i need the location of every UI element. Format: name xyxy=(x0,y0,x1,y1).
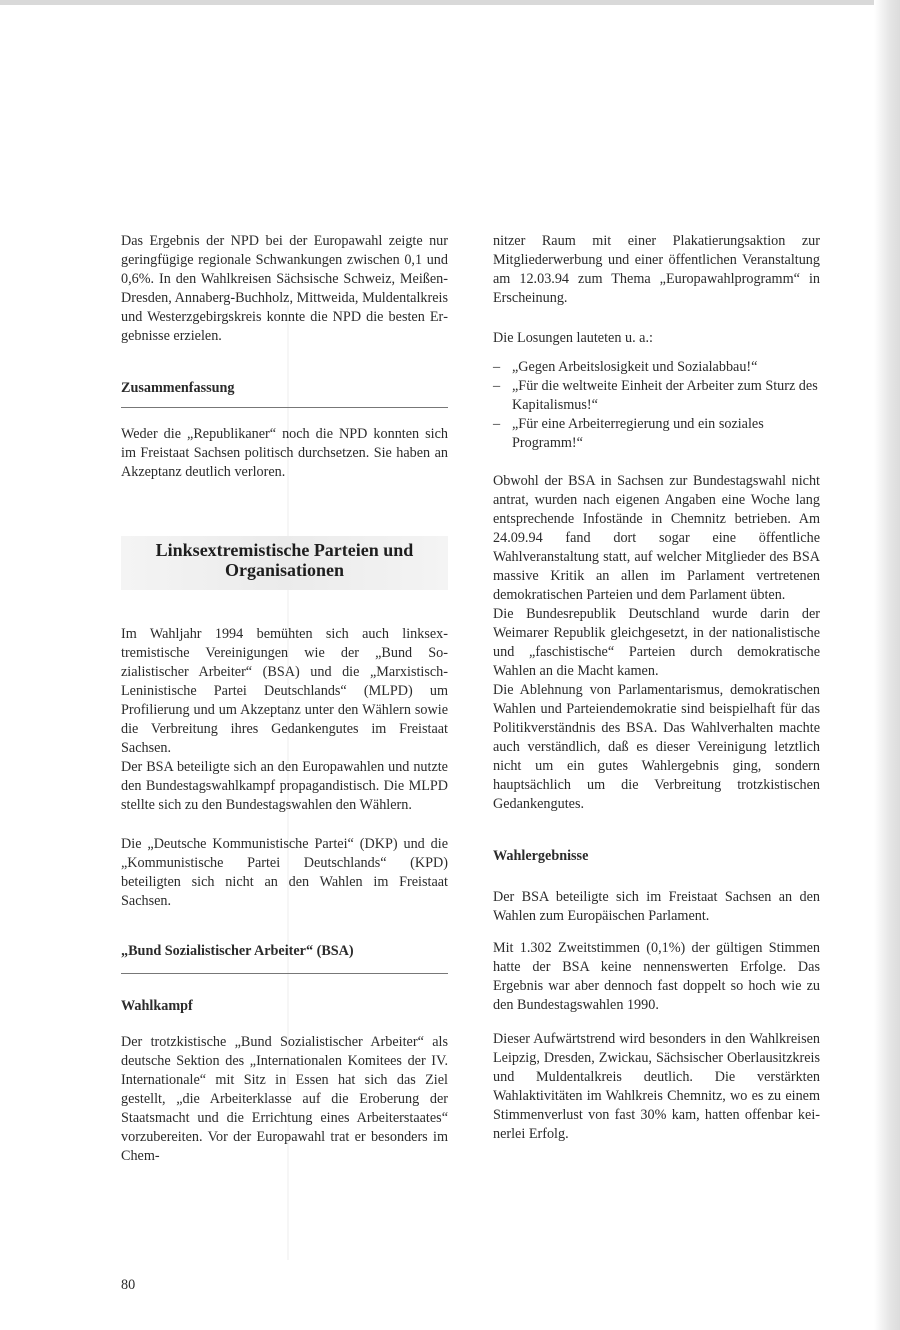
rejection-paragraph: Die Ablehnung von Parlamentarismus, demokratischen Wahlen und Parteiendemokratie sind beispielhaft für das Politikverständnis des BSA. Das Wahlverhalten machte auch verständlich, daß es dieser Vereinigung letztlich nicht um ein gutes Wahlergebnis ging, sondern hauptsächlich um die Verbreitung trotzkistischen Gedankengutes. xyxy=(493,682,820,812)
campaign-heading: Wahlkampf xyxy=(121,998,193,1014)
slogans-intro: Die Losungen lauteten u. a.: xyxy=(493,330,653,346)
npd-results-paragraph: Das Ergebnis der NPD bei der Europawahl zeigte nur geringfügige regionale Schwankungen zwischen 0,1 und 0,6%. In den Wahlkreisen Sächsische Schweiz, Meißen-Dresden, Annaberg-Buchholz, Mittweida, Muldentalkreis und Westerzgebirgskreis konnte die NPD die besten Ergebnisse erzielen. xyxy=(121,233,448,344)
left-column xyxy=(121,232,448,1166)
slogan-list xyxy=(493,358,820,453)
intro-paragraph: Im Wahljahr 1994 bemühten sich auch linksextremistische Vereinigungen wie der „Bund Sozialistischer Arbeiter“ (BSA) und die „Marxistisch-Leninistische Partei Deutschlands“ (MLPD) um Profilierung und um Akzeptanz unter den Wählern sowie die Verbreitung ihres Gedankengutes im Freistaat Sachsen. xyxy=(121,626,448,756)
summary-paragraph: Weder die „Republikaner“ noch die NPD konnten sich im Freistaat Sachsen politisch durchsetzen. Sie haben an Akzeptanz deutlich verloren. xyxy=(121,426,448,480)
section-title-line1: Linksextremistische Parteien und xyxy=(155,540,414,560)
weimar-paragraph: Die Bundesrepublik Deutschland wurde darin der Weimarer Republik gleichgesetzt, in der nationalistische und „faschistische“ Parteien durch demokratische Wahlen an die Macht kamen. xyxy=(493,606,820,679)
summary-heading-rule xyxy=(121,407,448,408)
slogan-item: – „Für eine Arbeiterregierung und ein soziales Programm!“ xyxy=(493,415,820,453)
slogan-item: – „Für die weltweite Einheit der Arbeiter zum Sturz des Kapitalismus!“ xyxy=(493,377,820,415)
page-right-shadow xyxy=(874,0,900,1330)
bsa-heading-rule xyxy=(121,973,448,974)
campaign-continuation-paragraph: nitzer Raum mit einer Plakatierungsaktion zur Mitgliederwerbung und einer öffentlichen Veranstaltung am 12.03.94 zum Thema „Europawahlprogramm“ in Erscheinung. xyxy=(493,233,820,306)
bsa-mlpd-paragraph: Der BSA beteiligte sich an den Europawahlen und nutzte den Bundestagswahlkampf propagandistisch. Die MLPD stellte sich zu den Bundestagswahlen den Wählern. xyxy=(121,759,448,813)
bundestag-paragraph: Obwohl der BSA in Sachsen zur Bundestagswahl nicht antrat, wurden nach eigenen Angaben eine Woche lang entsprechende Infostände in Chemnitz betrieben. Am 24.09.94 fand dort sogar eine öffentliche Wahlveranstaltung statt, auf welcher Mitglieder des BSA massive Kritik an allen im Parlament vertretenen demokratischen Parteien und dem Parlament übten. xyxy=(493,473,820,603)
page-number: 80 xyxy=(121,1277,136,1293)
summary-heading: Zusammenfassung xyxy=(121,380,235,396)
dkp-kpd-paragraph: Die „Deutsche Kommunistische Partei“ (DKP) und die „Kommunistische Partei Deutschlands“ (KPD) beteiligten sich nicht an den Wahlen im Freistaat Sachsen. xyxy=(121,836,448,909)
right-column xyxy=(493,232,820,1144)
results-paragraph-2: Mit 1.302 Zweitstimmen (0,1%) der gültigen Stimmen hatte der BSA keine nennenswerten Erfolge. Das Ergebnis war aber dennoch fast doppelt so hoch wie zu den Bundestagswahlen 1990. xyxy=(493,940,820,1013)
page-top-edge xyxy=(0,0,900,5)
results-heading: Wahlergebnisse xyxy=(493,848,589,864)
campaign-paragraph: Der trotzkistische „Bund Sozialistischer Arbeiter“ als deutsche Sektion des „Internationalen Komitees der IV. Internationale“ mit Sitz in Essen hat sich das Ziel gestellt, „die Arbeiterklasse auf die Eroberung der Staatsmacht und die Errichtung eines Arbeiterstaates“ vorzubereiten. Vor der Europawahl trat er besonders im Chem- xyxy=(121,1034,448,1164)
slogan-item: – „Gegen Arbeitslosigkeit und Sozialabbau!“ xyxy=(493,358,820,377)
bsa-heading: „Bund Sozialistischer Arbeiter“ (BSA) xyxy=(121,943,354,959)
results-paragraph-1: Der BSA beteiligte sich im Freistaat Sachsen an den Wahlen zum Europäischen Parlament. xyxy=(493,889,820,924)
results-paragraph-3: Dieser Aufwärtstrend wird besonders in den Wahlkreisen Leipzig, Dresden, Zwickau, Sächsischer Oberlausitzkreis und Muldentalkreis deutlich. Die verstärkten Wahlaktivitäten im Wahlkreis Chemnitz, wo es zu einem Stimmenverlust von fast 30% kam, hatten offenbar keinerlei Erfolg. xyxy=(493,1031,820,1142)
section-title-box xyxy=(121,536,448,590)
section-title-line2: Organisationen xyxy=(224,560,344,580)
